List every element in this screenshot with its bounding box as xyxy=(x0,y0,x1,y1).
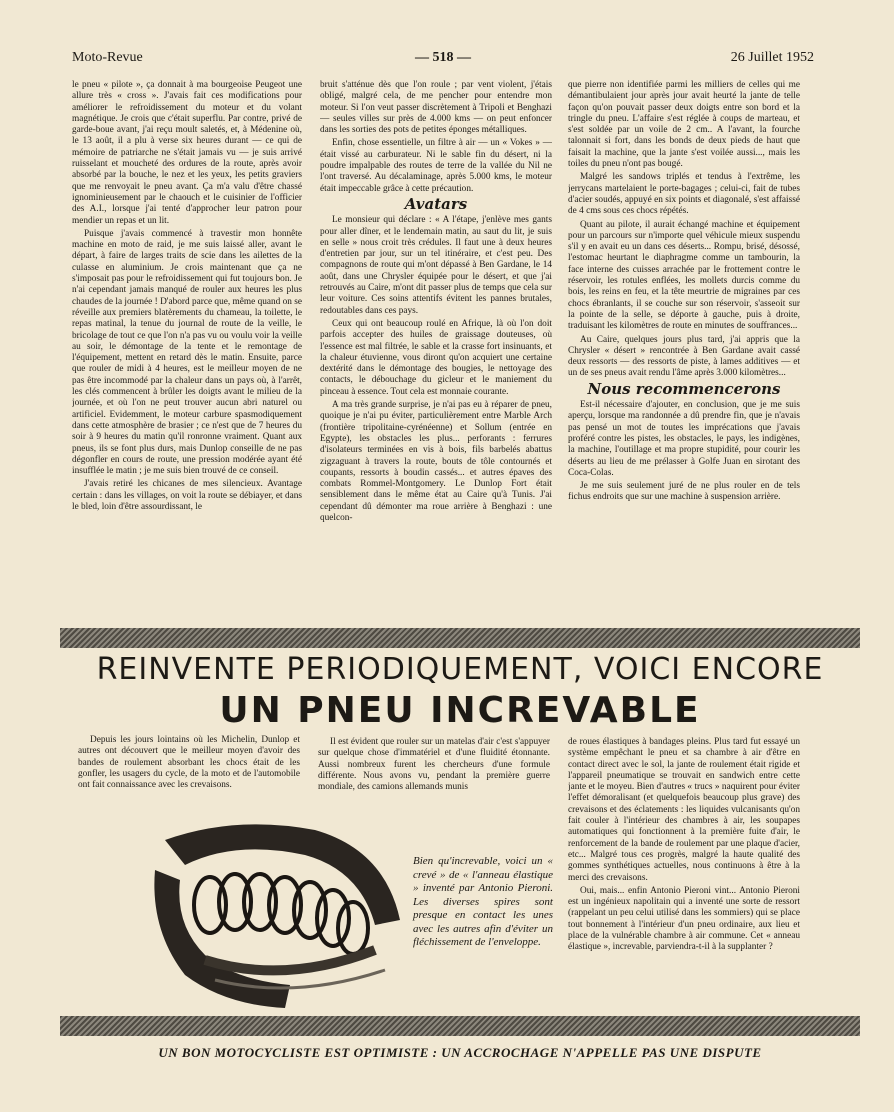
paragraph: Depuis les jours lointains où les Michelin, Dunlop et autres ont découvert que le meilleur moyen d'avoir des bandes de roulement absorbant les chocs était de les gonfler, les usagers du cycle, de la moto et de l'automobile ont fait connaissance avec les crevaisons. xyxy=(78,735,300,791)
paragraph: Au Caire, quelques jours plus tard, j'ai appris que la Chrysler « désert » rencontrée à Ben Gardane avait cassé deux ressorts — des ressorts de piste, à lames additives — et un de ses pneus avait rendu l'âme après 3.000 kilomètres... xyxy=(568,334,800,379)
paragraph: de roues élastiques à bandages pleins. Plus tard fut essayé un système empêchant le pneu et sa chambre à air d'être en contact direct avec le sol, la jante de roulement était rigide et l'appareil pneumatique se trouvait en sandwich entre cette jante et le moyeu. Bien d'autres « trucs » naquirent pour éviter l'effet démoralisant (et quelquefois beaucoup plus grave) des crevaisons et des éclatements : les liquides vulcanisants qu'on fait couler à l'intérieur des chambres à air, les soupapes automatiques qui fonctionnent à la première fuite d'air, le renforcement de la bande de roulement par une plaque d'acier, etc... Malgré tous ces progrès, malgré la haute qualité des gommes synthétiques actuelles, nous continuons à être à la merci des crevaisons. xyxy=(568,737,800,883)
headline-line-1: REINVENTE PERIODIQUEMENT, VOICI ENCORE xyxy=(96,652,824,687)
paragraph: Puisque j'avais commencé à travestir mon honnête machine en moto de raid, je me suis laissé aller, avant le départ, à faire de larges traits de scie dans les ailettes de la culasse en aluminium. Je crois maintenant que ça ne s'imposait pas pour le refroidissement qui fut toujours bon. Je n'ai cependant jamais manqué de rouler aux heures les plus chaudes de la journée ! D'abord parce que, même quand on se réveille aux premiers blatèrements du chameau, la toilette, le repas matinal, la tenue du journal de route de la veille, le bricolage de tout ce que l'on n'a pas vu ou voulu voir la veille au soir, le démontage de la tente et le remontage de l'équipement, mettent en retard dès le matin. Ensuite, parce que rouler de midi à 4 heures, est le meilleur moyen de ne pas être incommodé par la chaleur dans un pays où, à l'arrêt, les clés commencent à brûler les doigts avant le milieu de la journée, et où l'on ne peut trouver aucun abri naturel ou artificiel. Evidemment, le moteur carbure spasmodiquement dans cette atmosphère de brasier ; ce n'est que de 7 heures du soir à 9 heures du matin qu'il ronronne vraiment. Quant aux pneus, ils se font plus durs, mais Dunlop conseille de ne pas dégonfler en cours de route, une pression modérée ayant été insufflée le matin ; je me suis bien trouvé de ce conseil. xyxy=(72,228,302,477)
paragraph: Oui, mais... enfin Antonio Pieroni vint... Antonio Pieroni est un ingénieux napolitain qui a inventé une sorte de ressort (rappelant un peu celui utilisé dans les sommiers) qui se place tout bonnement à l'intérieur d'un pneu ordinaire, aux lieu et place de la vulnérable chambre à air commune. Cet « anneau élastique », increvable, parviendra-t-il à la supplanter ? xyxy=(568,885,800,953)
decorative-band xyxy=(60,1016,860,1036)
magazine-name: Moto-Revue xyxy=(72,50,143,65)
paragraph: le pneu « pilote », ça donnait à ma bourgeoise Peugeot une allure très « cross ». J'avais fait ces modifications pour améliorer le refroidissement du moteur et du volant magnétique. Je crois que c'était superflu. Par contre, privé de garde-boue avant, j'ai reçu moult saletés, et, à Médenine où, le 13 août, il a plu à verse six heures durant — ce qui de mémoire de patriarche ne s'était jamais vu — je suis arrivé ruisselant et moucheté des ordures de la route, après avoir absorbé par la bouche, le nez et les yeux, les petits graviers que me renvoyait le pneu avant. Ça m'a valu d'être chassé ignominieusement par le chaouch et le cuisinier de l'officier des A.I., lorsque j'ai tenté d'approcher leur patron pour mendier un repas et un lit. xyxy=(72,80,302,226)
article-column-3 xyxy=(568,737,800,1012)
paragraph: que pierre non identifiée parmi les milliers de celles qui me démantibulaient jour après jour avait heurté la jante de telle façon qu'on pouvait passer deux doigts entre son bord et la tringle du pneu. L'affaire s'est réglée à coups de marteau, et s'est soldée par un voile de 2 cm.. A l'avant, la fourche talonnait si fort, dans les bonds de deux pieds de haut que faisait la machine, que la jante s'est voilée aussi..., mais les toiles du pneu n'ont pas bougé. xyxy=(568,80,800,170)
paragraph: Je me suis seulement juré de ne plus rouler en de tels fichus endroits que sur une machine à suspension arrière. xyxy=(568,481,800,503)
tire-cutaway-illustration xyxy=(145,810,410,1010)
paragraph: Il est évident que rouler sur un matelas d'air c'est s'appuyer sur quelque chose d'immatériel et d'une fluidité étonnante. Aussi nombreux furent les chercheurs d'une formule différente. Nous avons vu, pendant la première guerre mondiale, des camions allemands munis xyxy=(318,737,550,793)
paragraph: Ceux qui ont beaucoup roulé en Afrique, là où l'on doit parfois accepter des huiles de graissage douteuses, où l'essence est mal filtrée, le sable et la crasse fort insinuants, et la chaleur étuvienne, vous diront qu'on acquiert une certaine dextérité dans le démontage des bougies, le nettoyage des contacts, le débouchage du gicleur et le maniement du pinceau à essence. Tout cela est monnaie courante. xyxy=(320,318,552,397)
column-1 xyxy=(72,80,302,625)
column-3 xyxy=(568,80,800,625)
page-number: — 518 — xyxy=(415,50,471,65)
page-header xyxy=(72,50,814,70)
column-2 xyxy=(320,80,552,625)
paragraph: Quant au pilote, il aurait échangé machine et équipement pour un parcours sur n'importe quel véhicule mieux suspendu s'il y en avait eu un dans ces déserts... Rompu, brisé, désossé, l'estomac heurtant le diaphragme comme un tambourin, la face interne des cuisses arrachée par le frottement contre le réservoir, les rotules enflées, les mollets durcis comme du bois, les reins en feu, et la tête meurtrie de migraines par ces chocs ébranlants, il se couche sur son réservoir, s'asseoit sur la pointe de la selle, se déporte à gauche, puis à droite, traduisant les kilomètres de route en minutes de souffrances... xyxy=(568,219,800,332)
paragraph: Est-il nécessaire d'ajouter, en conclusion, que je me suis aperçu, lorsque ma randonnée a dû prendre fin, que je n'avais pas pensé un mot de toutes les imprécations que j'avais proféré contre les pistes, les obstacles, le pays, les indigènes, la machine, l'outillage et ma propre stupidité, pour courir les déserts au lieu de me prélasser à Golfe Juan en sirotant des Coca-Colas. xyxy=(568,400,800,478)
footer-motto: UN BON MOTOCYCLISTE EST OPTIMISTE : UN ACCROCHAGE N'APPELLE PAS UNE DISPUTE xyxy=(158,1045,762,1060)
paragraph: Malgré les sandows triplés et tendus à l'extrême, les jerrycans martelaient le porte-bagages ; celui-ci, fait de tubes d'acier soudés, appuyé en six points et diagonalé, s'est affaissé de 4 cms sous ces chocs répétés. xyxy=(568,172,800,217)
section-heading-avatars: Avatars xyxy=(404,194,468,213)
section-heading-nous-recommencerons: Nous recommencerons xyxy=(587,379,781,398)
headline-line-2: UN PNEU INCREVABLE xyxy=(219,690,701,731)
paragraph: bruit s'atténue dès que l'on roule ; par vent violent, j'étais obligé, malgré cela, de me pencher pour entendre mon moteur. Si l'on veut passer discrètement à Tripoli et Benghazi — seules villes sur près de 4.000 kms — on peut enfoncer dans les sorties des pots de petites éponges métalliques. xyxy=(320,80,552,136)
decorative-band xyxy=(60,628,860,648)
issue-date: 26 Juillet 1952 xyxy=(730,50,814,65)
paragraph: Enfin, chose essentielle, un filtre à air — un « Vokes » — était vissé au carburateur. Ni le sable fin du désert, ni la poudre impalpable des routes de terre de la vallée du Nil ne l'ont traversé. Au décalaminage, après 5.000 kms, le moteur était impeccable grâce à cette précaution. xyxy=(320,138,552,194)
paragraph: J'avais retiré les chicanes de mes silencieux. Avantage certain : dans les villages, on voit la route se débiayer, et dans le bled, loin d'être assourdissant, le xyxy=(72,479,302,512)
paragraph: A ma très grande surprise, je n'ai pas eu à réparer de pneu, quoique je n'ai pu éviter, particulièrement entre Marble Arch (frontière tripolitaine-cyrénéenne) et Sollum (entrée en Egypte), les obstacles les plus... perforants : ferrures d'isolateurs terminées en vis à bois, fils barbelés abattus zigzaguant à travers la route, bouts de tôle contournés et coupants, ressorts à boudin cassés... et autres épaves des combats Rommel-Montgomery. Le Dunlop Fort était sensiblement dans le même état au Caire qu'à Tunis. J'ai cependant dû démonter ma roue arrière à Benghazi : une quelcon- xyxy=(320,400,552,523)
article-column-1 xyxy=(78,735,300,805)
paragraph: Le monsieur qui déclare : « A l'étape, j'enlève mes gants pour aller dîner, et le lendemain matin, au saut du lit, je suis en selle » nous croit très crédules. Il faut une à deux heures d'entretien par jour, sur un tel itinéraire, et c'est peu. Des compagnons de route qui m'ont dépassé à Ben Gardane, le 14 août, dans une Chrysler équipée pour le désert, et que j'ai retrouvés au Caire, m'ont dit passer plus de temps que cela sur leur voiture. Ces soins attentifs évitent les pannes brutales, redoutables dans ces pays. xyxy=(320,215,552,316)
illustration-caption: Bien qu'increvable, voici un « crevé » de « l'anneau élastique » inventé par Antonio Pieroni. Les diverses spires sont presque en contact les unes avec les autres afin d'éviter un fléchissement de l'enveloppe. xyxy=(413,855,553,948)
